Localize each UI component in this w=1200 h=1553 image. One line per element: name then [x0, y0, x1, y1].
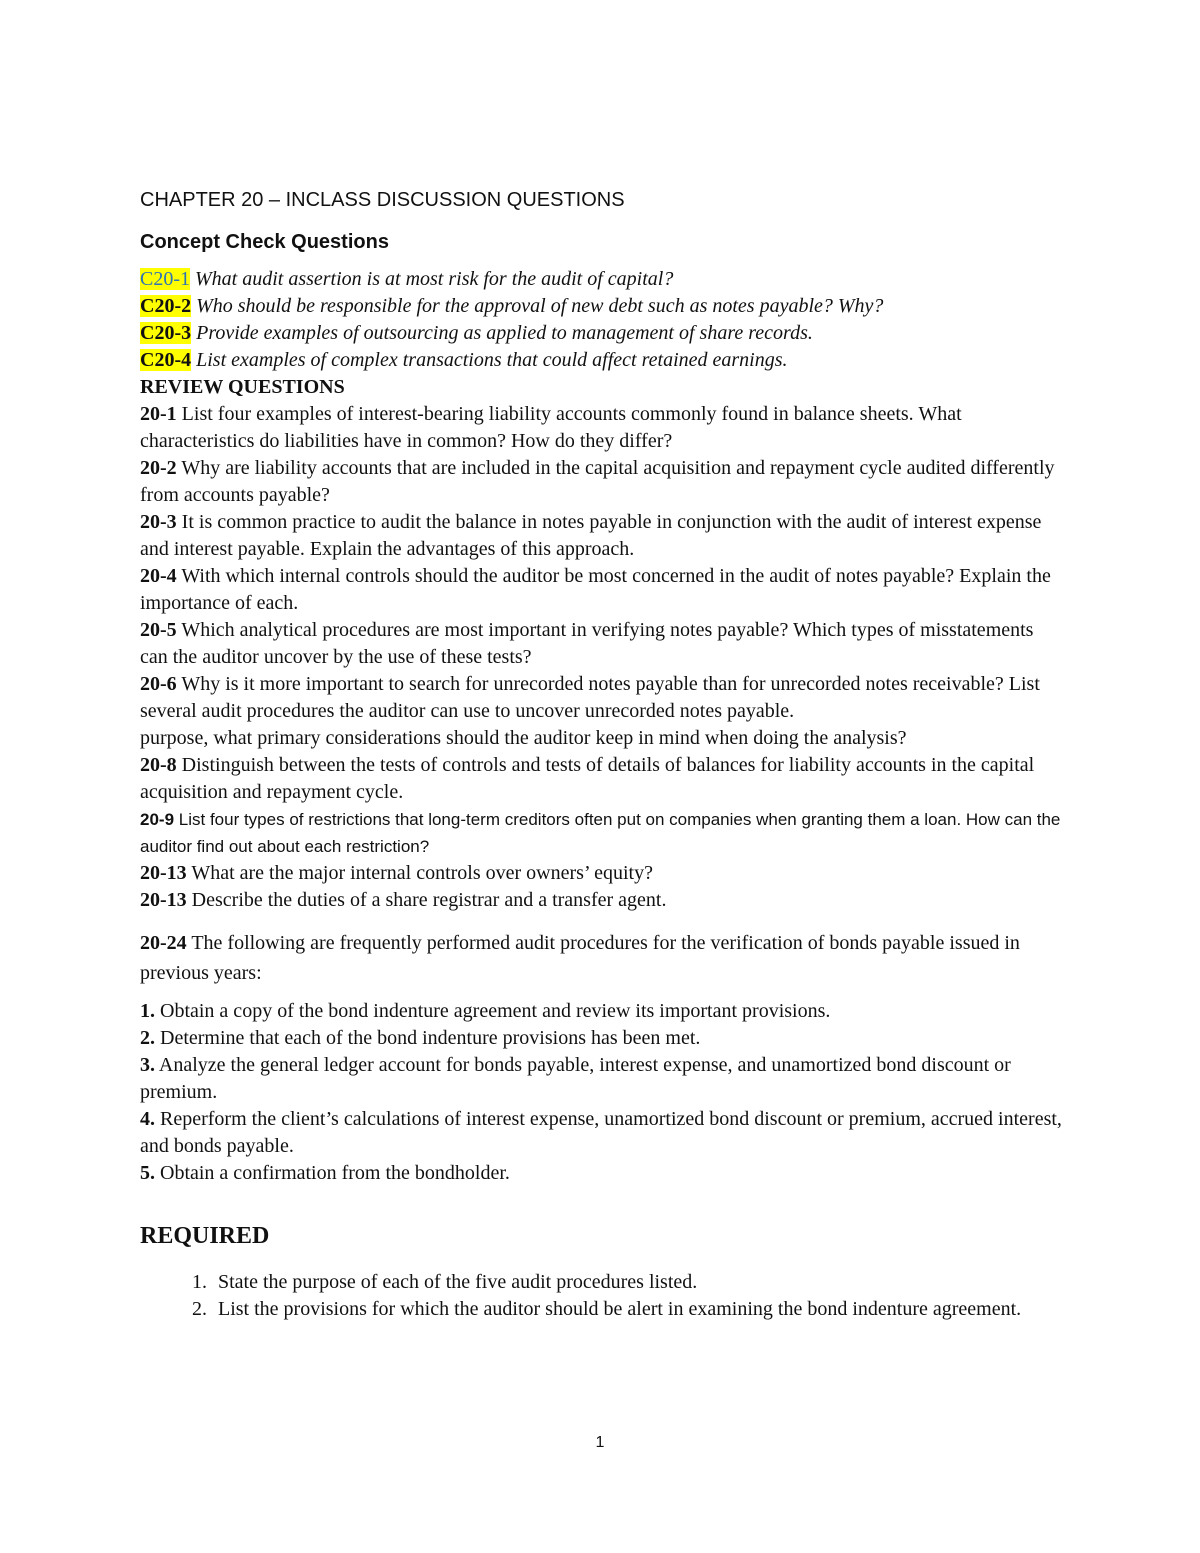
- required-item: 2. List the provisions for which the auditor should be alert in examining the bond indenture agreement.: [212, 1296, 1065, 1323]
- concept-check-code: C20-1: [140, 268, 190, 290]
- question-number: 20-2: [140, 457, 177, 479]
- question-number: 20-3: [140, 511, 177, 533]
- review-question: [140, 671, 1065, 725]
- procedure-item: [140, 1052, 1065, 1106]
- question-text: What are the major internal controls over owners’ equity?: [191, 862, 653, 884]
- procedure-item: [140, 1160, 1065, 1187]
- question-number: 20-4: [140, 565, 177, 587]
- review-question: [140, 563, 1065, 617]
- review-question: [140, 509, 1065, 563]
- question-text: Describe the duties of a share registrar and a transfer agent.: [191, 889, 667, 911]
- concept-check-item: [140, 320, 1065, 347]
- question-number: 20-13: [140, 862, 187, 884]
- concept-check-item: [140, 293, 1065, 320]
- question-text: Which analytical procedures are most important in verifying notes payable? Which types of misstatements can the auditor uncover by the use of these tests?: [140, 619, 1034, 668]
- procedure-text: Obtain a confirmation from the bondholder.: [160, 1162, 510, 1184]
- review-question: [140, 455, 1065, 509]
- question-number: 20-9: [140, 810, 175, 829]
- problem-intro: [140, 928, 1065, 988]
- question-text: Why are liability accounts that are included in the capital acquisition and repayment cycle audited differently from accounts payable?: [140, 457, 1055, 506]
- procedure-item: [140, 1106, 1065, 1160]
- concept-check-item: [140, 266, 1065, 293]
- required-heading: REQUIRED: [140, 1223, 270, 1249]
- question-number: 20-8: [140, 754, 177, 776]
- procedure-text: Analyze the general ledger account for bonds payable, interest expense, and unamortized bond discount or premium.: [140, 1054, 1011, 1103]
- procedure-text: Reperform the client’s calculations of interest expense, unamortized bond discount or premium, accrued interest, and bonds payable.: [140, 1108, 1062, 1157]
- question-fragment: purpose, what primary considerations should the auditor keep in mind when doing the analysis?: [140, 727, 907, 749]
- document-body: [140, 186, 1065, 1323]
- review-question: [140, 752, 1065, 806]
- review-question: [140, 887, 1065, 914]
- problem-text: The following are frequently performed audit procedures for the verification of bonds payable issued in previous years:: [140, 932, 1020, 984]
- concept-check-code: C20-4: [140, 349, 192, 371]
- question-text: List four types of restrictions that long-term creditors often put on companies when granting them a loan. How can the auditor find out about each restriction?: [140, 810, 1061, 856]
- concept-check-question: What audit assertion is at most risk for the audit of capital?: [195, 268, 674, 290]
- procedure-item: [140, 1025, 1065, 1052]
- procedure-number: 3.: [140, 1054, 155, 1076]
- procedure-number: 5.: [140, 1162, 155, 1184]
- question-number: 20-5: [140, 619, 177, 641]
- question-text: Why is it more important to search for unrecorded notes payable than for unrecorded notes receivable? List several audit procedures the auditor can use to uncover unrecorded notes payable.: [140, 673, 1040, 722]
- review-question: [140, 401, 1065, 455]
- question-number: 20-6: [140, 673, 177, 695]
- required-item: 1. State the purpose of each of the five audit procedures listed.: [212, 1269, 1065, 1296]
- concept-check-question: Provide examples of outsourcing as applied to management of share records.: [196, 322, 813, 344]
- concept-check-item: [140, 347, 1065, 374]
- question-number: 20-1: [140, 403, 177, 425]
- page-number: 1: [595, 1434, 605, 1451]
- concept-check-heading: Concept Check Questions: [140, 231, 389, 253]
- procedure-number: 1.: [140, 1000, 155, 1022]
- review-question: [140, 860, 1065, 887]
- procedure-number: 4.: [140, 1108, 155, 1130]
- procedure-text: Determine that each of the bond indenture provisions has been met.: [160, 1027, 701, 1049]
- required-list: [140, 1269, 1065, 1323]
- question-text: With which internal controls should the auditor be most concerned in the audit of notes payable? Explain the importance of each.: [140, 565, 1051, 614]
- procedure-number: 2.: [140, 1027, 155, 1049]
- question-text: Distinguish between the tests of controls and tests of details of balances for liability accounts in the capital acquisition and repayment cycle.: [140, 754, 1035, 803]
- procedure-text: Obtain a copy of the bond indenture agreement and review its important provisions.: [160, 1000, 831, 1022]
- review-question: [140, 806, 1065, 860]
- concept-check-question: List examples of complex transactions that could affect retained earnings.: [196, 349, 788, 371]
- question-text: List four examples of interest-bearing liability accounts commonly found in balance sheets. What characteristics do liabilities have in common? How do they differ?: [140, 403, 962, 452]
- procedure-item: [140, 998, 1065, 1025]
- review-question: [140, 617, 1065, 671]
- concept-check-question: Who should be responsible for the approval of new debt such as notes payable? Why?: [196, 295, 884, 317]
- question-number: 20-13: [140, 889, 187, 911]
- question-text: It is common practice to audit the balance in notes payable in conjunction with the audit of interest expense and interest payable. Explain the advantages of this approach.: [140, 511, 1042, 560]
- problem-number: 20-24: [140, 932, 187, 954]
- concept-check-code: C20-3: [140, 322, 192, 344]
- chapter-title: CHAPTER 20 – INCLASS DISCUSSION QUESTIONS: [140, 189, 625, 211]
- concept-check-code: C20-2: [140, 295, 192, 317]
- review-questions-heading: REVIEW QUESTIONS: [140, 376, 345, 398]
